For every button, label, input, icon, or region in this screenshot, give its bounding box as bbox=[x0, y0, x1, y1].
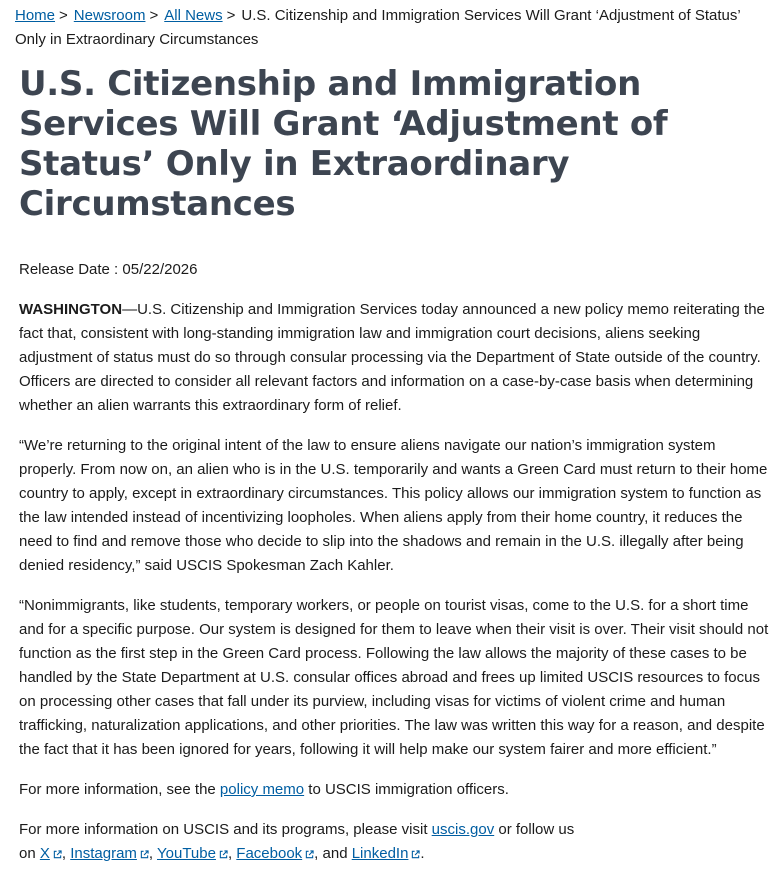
social-linkedin-label: LinkedIn bbox=[351, 845, 409, 862]
social-linkedin-link[interactable] bbox=[352, 845, 421, 862]
breadcrumb-all-news-link[interactable]: All News bbox=[164, 7, 223, 24]
paragraph-5 bbox=[19, 818, 771, 866]
social-x-link[interactable] bbox=[40, 845, 62, 862]
separator-comma: , bbox=[148, 845, 157, 862]
social-youtube-label: YouTube bbox=[157, 845, 216, 862]
social-youtube-link[interactable] bbox=[157, 845, 228, 862]
paragraph-3: “Nonimmigrants, like students, temporary workers, or people on tourist visas, come to the U.S. for a short time and for a specific purpose. Our system is designed for them to leave when their visit is over. Their visit should not function as the first step in the Green Card process. Following the law allows the majority of these cases to be handled by the State Department at U.S. consular offices abroad and frees up limited USCIS resources to focus on processing other cases that fall under its purview, including visas for victims of violent crime and human trafficking, naturalization applications, and other priorities. The law was written this way for a reason, and despite the fact that it has been ignored for years, following it will help make our system fairer and more efficient.” bbox=[19, 597, 769, 758]
paragraph-1 bbox=[19, 298, 771, 418]
breadcrumb-home-link[interactable]: Home bbox=[15, 7, 56, 24]
breadcrumb bbox=[15, 4, 771, 52]
uscis-gov-link[interactable]: uscis.gov bbox=[431, 821, 495, 838]
release-date-value: 05/22/2026 bbox=[122, 261, 198, 278]
paragraph-5-text-mid: or follow us bbox=[494, 821, 575, 838]
page-title: U.S. Citizenship and Immigration Services Will Grant ‘Adjustment of Status’ Only in Extraordinary Circumstances bbox=[19, 64, 668, 224]
article-body bbox=[19, 258, 771, 866]
breadcrumb-current: U.S. Citizenship and Immigration Services Will Grant ‘Adjustment of Status’ Only in Extraordinary Circumstances bbox=[15, 7, 741, 48]
paragraph-2: “We’re returning to the original intent of the law to ensure aliens navigate our nation’s immigration system properly. From now on, an alien who is in the U.S. temporarily and wants a Green Card must return to their home country to apply, except in extraordinary circumstances. This policy allows our immigration system to function as the law intended instead of incentivizing loopholes. When aliens apply from their home country, it reduces the need to find and remove those who decide to slip into the shadows and remain in the U.S. illegally after being denied residency,” said USCIS Spokesman Zach Kahler. bbox=[19, 437, 768, 574]
external-link-icon bbox=[305, 850, 314, 859]
breadcrumb-newsroom-link[interactable]: Newsroom bbox=[73, 7, 146, 24]
paragraph-4-text-end: to USCIS immigration officers. bbox=[304, 781, 509, 798]
social-facebook-label: Facebook bbox=[236, 845, 303, 862]
paragraph-5-on: on bbox=[19, 845, 40, 862]
separator-comma: , bbox=[227, 845, 237, 862]
dateline: WASHINGTON bbox=[19, 301, 123, 318]
breadcrumb-separator: > bbox=[226, 7, 236, 24]
paragraph-5-text: For more information on USCIS and its programs, please visit bbox=[19, 821, 432, 838]
external-link-icon bbox=[219, 850, 228, 859]
policy-memo-link[interactable]: policy memo bbox=[219, 781, 305, 798]
separator-and: , and bbox=[314, 845, 352, 862]
paragraph-4-text: For more information, see the bbox=[19, 781, 220, 798]
social-facebook-link[interactable] bbox=[236, 845, 314, 862]
release-date-label: Release Date : bbox=[19, 261, 119, 278]
separator-comma: , bbox=[61, 845, 71, 862]
external-link-icon bbox=[140, 850, 149, 859]
paragraph-1-text: —U.S. Citizenship and Immigration Services today announced a new policy memo reiterating the fact that, consistent with long-standing immigration law and immigration court decisions, aliens seeking adjustment of status must do so through consular processing via the Department of State outside of the country. Officers are directed to consider all relevant factors and information on a case-by-case basis when determining whether an alien warrants this extraordinary form of relief. bbox=[19, 301, 765, 414]
external-link-icon bbox=[53, 850, 62, 859]
breadcrumb-separator: > bbox=[59, 7, 68, 24]
release-date bbox=[19, 258, 771, 282]
final-period: . bbox=[420, 845, 425, 862]
breadcrumb-separator: > bbox=[149, 7, 159, 24]
social-x-label: X bbox=[39, 845, 50, 862]
social-instagram-label: Instagram bbox=[70, 845, 137, 862]
paragraph-4 bbox=[19, 778, 771, 802]
social-instagram-link[interactable] bbox=[70, 845, 149, 862]
